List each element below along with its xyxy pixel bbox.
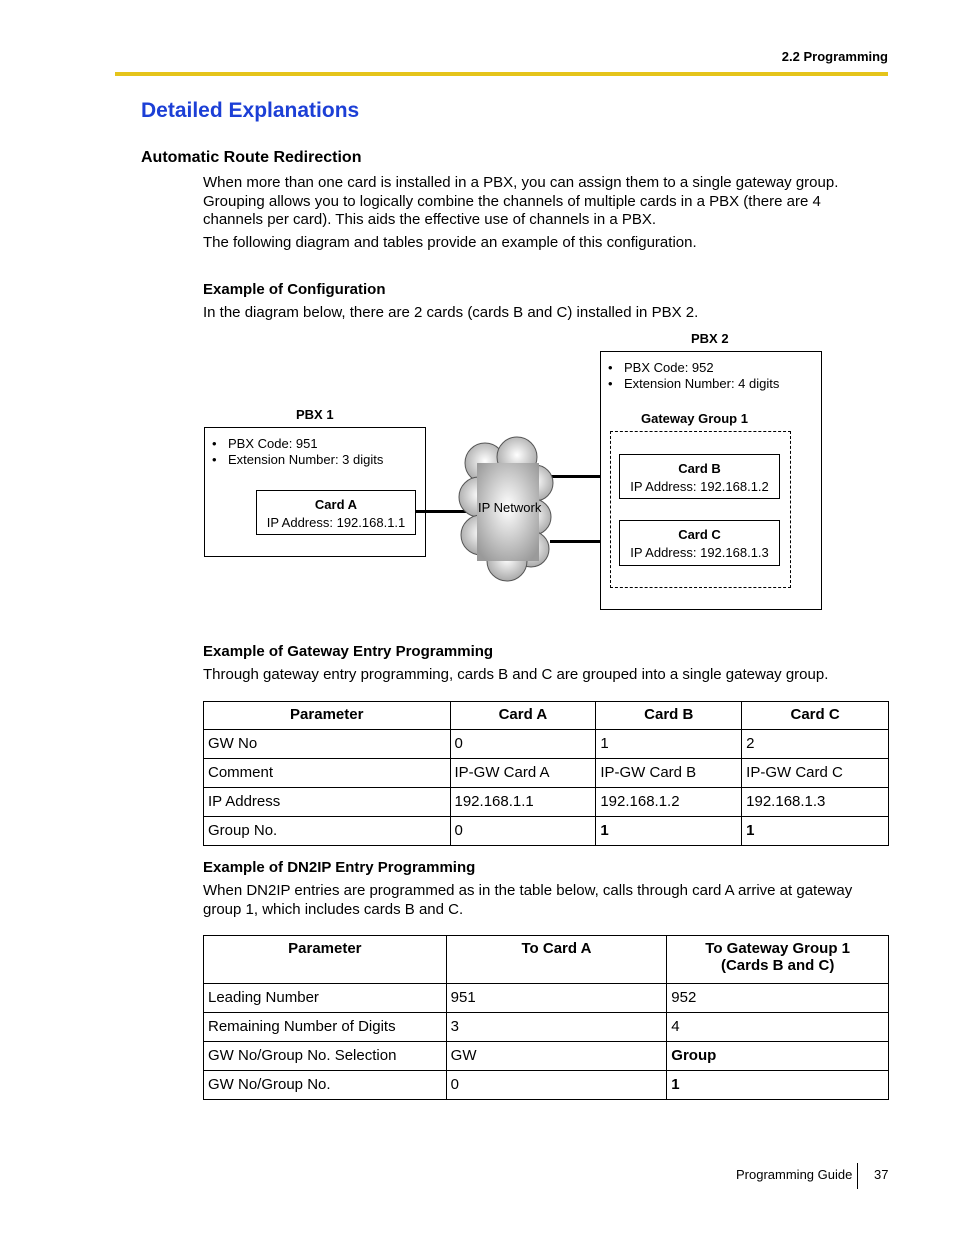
- pbx1-bullet: • PBX Code: 951: [212, 436, 383, 452]
- table-cell: 1: [596, 817, 742, 846]
- card-c-title: Card C: [678, 527, 721, 542]
- column-header: Parameter: [204, 936, 447, 984]
- table-row: [204, 1042, 889, 1071]
- card-c-ip: IP Address: 192.168.1.3: [630, 545, 769, 560]
- table-row: [204, 788, 889, 817]
- column-header: Card A: [450, 702, 596, 730]
- page-title: Detailed Explanations: [141, 99, 360, 122]
- dn2ip-text: When DN2IP entries are programmed as in the table below, calls through card A arrive at gateway group 1, which includes cards B and C.: [203, 882, 853, 918]
- dn2ip-table: [203, 935, 889, 1100]
- card-a-ip: IP Address: 192.168.1.1: [266, 515, 406, 530]
- card-c-box: [619, 520, 780, 566]
- table-cell: Leading Number: [204, 984, 447, 1013]
- column-header-line: (Cards B and C): [720, 957, 835, 974]
- gateway-table: [203, 701, 889, 846]
- table-cell: 2: [742, 730, 889, 759]
- card-a-box: [256, 490, 416, 535]
- table-cell: GW No/Group No. Selection: [204, 1042, 447, 1071]
- dn2ip-heading: Example of DN2IP Entry Programming: [203, 859, 476, 876]
- table-cell: 3: [446, 1013, 667, 1042]
- table-cell: 1: [667, 1071, 889, 1100]
- card-b-ip: IP Address: 192.168.1.2: [630, 479, 769, 494]
- table-cell: IP-GW Card B: [596, 759, 742, 788]
- column-header: To Card A: [446, 936, 667, 984]
- table-row: [204, 1013, 889, 1042]
- table-cell: 192.168.1.3: [742, 788, 889, 817]
- table-cell: 192.168.1.2: [596, 788, 742, 817]
- table-cell: 951: [446, 984, 667, 1013]
- column-header: Card C: [742, 702, 889, 730]
- table-row: [204, 817, 889, 846]
- table-cell: 1: [596, 730, 742, 759]
- table-cell: Group: [667, 1042, 889, 1071]
- pbx1-bullet: • Extension Number: 3 digits: [212, 452, 383, 468]
- table-row: [204, 984, 889, 1013]
- card-a-title: Card A: [314, 497, 358, 512]
- table-header-row: [204, 936, 889, 984]
- column-header: Parameter: [204, 702, 451, 730]
- table-cell: 1: [742, 817, 889, 846]
- page-number: 37: [874, 1167, 889, 1182]
- table-cell: IP-GW Card A: [450, 759, 596, 788]
- table-cell: 4: [667, 1013, 889, 1042]
- ip-network-label: IP Network: [478, 500, 542, 515]
- pbx2-bullets: [608, 360, 779, 392]
- pbx2-label: PBX 2: [691, 331, 729, 346]
- table-cell: Group No.: [204, 817, 451, 846]
- table-cell: GW No/Group No.: [204, 1071, 447, 1100]
- pbx2-bullet: • PBX Code: 952: [608, 360, 779, 376]
- intro-paragraph-1: When more than one card is installed in a PBX, you can assign them to a single gateway group. Grouping allows you to logically combine the channels of multiple cards in a PBX (there are 4 channels per card). This aids the effective use of channels in a PBX.: [203, 174, 839, 228]
- gateway-group-label: Gateway Group 1: [641, 411, 748, 426]
- table-header-row: [204, 702, 889, 730]
- table-cell: IP-GW Card C: [742, 759, 889, 788]
- table-cell: 0: [450, 817, 596, 846]
- footer-divider: [857, 1163, 858, 1189]
- gateway-heading: Example of Gateway Entry Programming: [203, 643, 494, 660]
- section-title: Automatic Route Redirection: [141, 149, 362, 166]
- column-header: Card B: [596, 702, 742, 730]
- card-b-box: [619, 454, 780, 499]
- table-cell: IP Address: [204, 788, 451, 817]
- config-text: In the diagram below, there are 2 cards (cards B and C) installed in PBX 2.: [203, 304, 699, 321]
- pbx1-label: PBX 1: [296, 407, 334, 422]
- table-cell: Remaining Number of Digits: [204, 1013, 447, 1042]
- table-row: [204, 759, 889, 788]
- table-cell: GW: [446, 1042, 667, 1071]
- column-header-group: [667, 936, 889, 984]
- table-cell: Comment: [204, 759, 451, 788]
- intro-paragraph-2: The following diagram and tables provide an example of this configuration.: [203, 234, 697, 251]
- gateway-text: Through gateway entry programming, cards B and C are grouped into a single gateway group.: [203, 666, 829, 683]
- pbx1-bullets: [212, 436, 383, 468]
- table-cell: 952: [667, 984, 889, 1013]
- pbx2-bullet: • Extension Number: 4 digits: [608, 376, 779, 392]
- table-row: [204, 1071, 889, 1100]
- table-cell: 0: [450, 730, 596, 759]
- table-cell: GW No: [204, 730, 451, 759]
- column-header-line: To Gateway Group 1: [705, 940, 851, 957]
- table-cell: 192.168.1.1: [450, 788, 596, 817]
- section-header: 2.2 Programming: [781, 49, 888, 64]
- table-row: [204, 730, 889, 759]
- config-heading: Example of Configuration: [203, 281, 386, 298]
- footer-guide-name: Programming Guide: [736, 1167, 853, 1182]
- table-cell: 0: [446, 1071, 667, 1100]
- card-b-title: Card B: [678, 461, 721, 476]
